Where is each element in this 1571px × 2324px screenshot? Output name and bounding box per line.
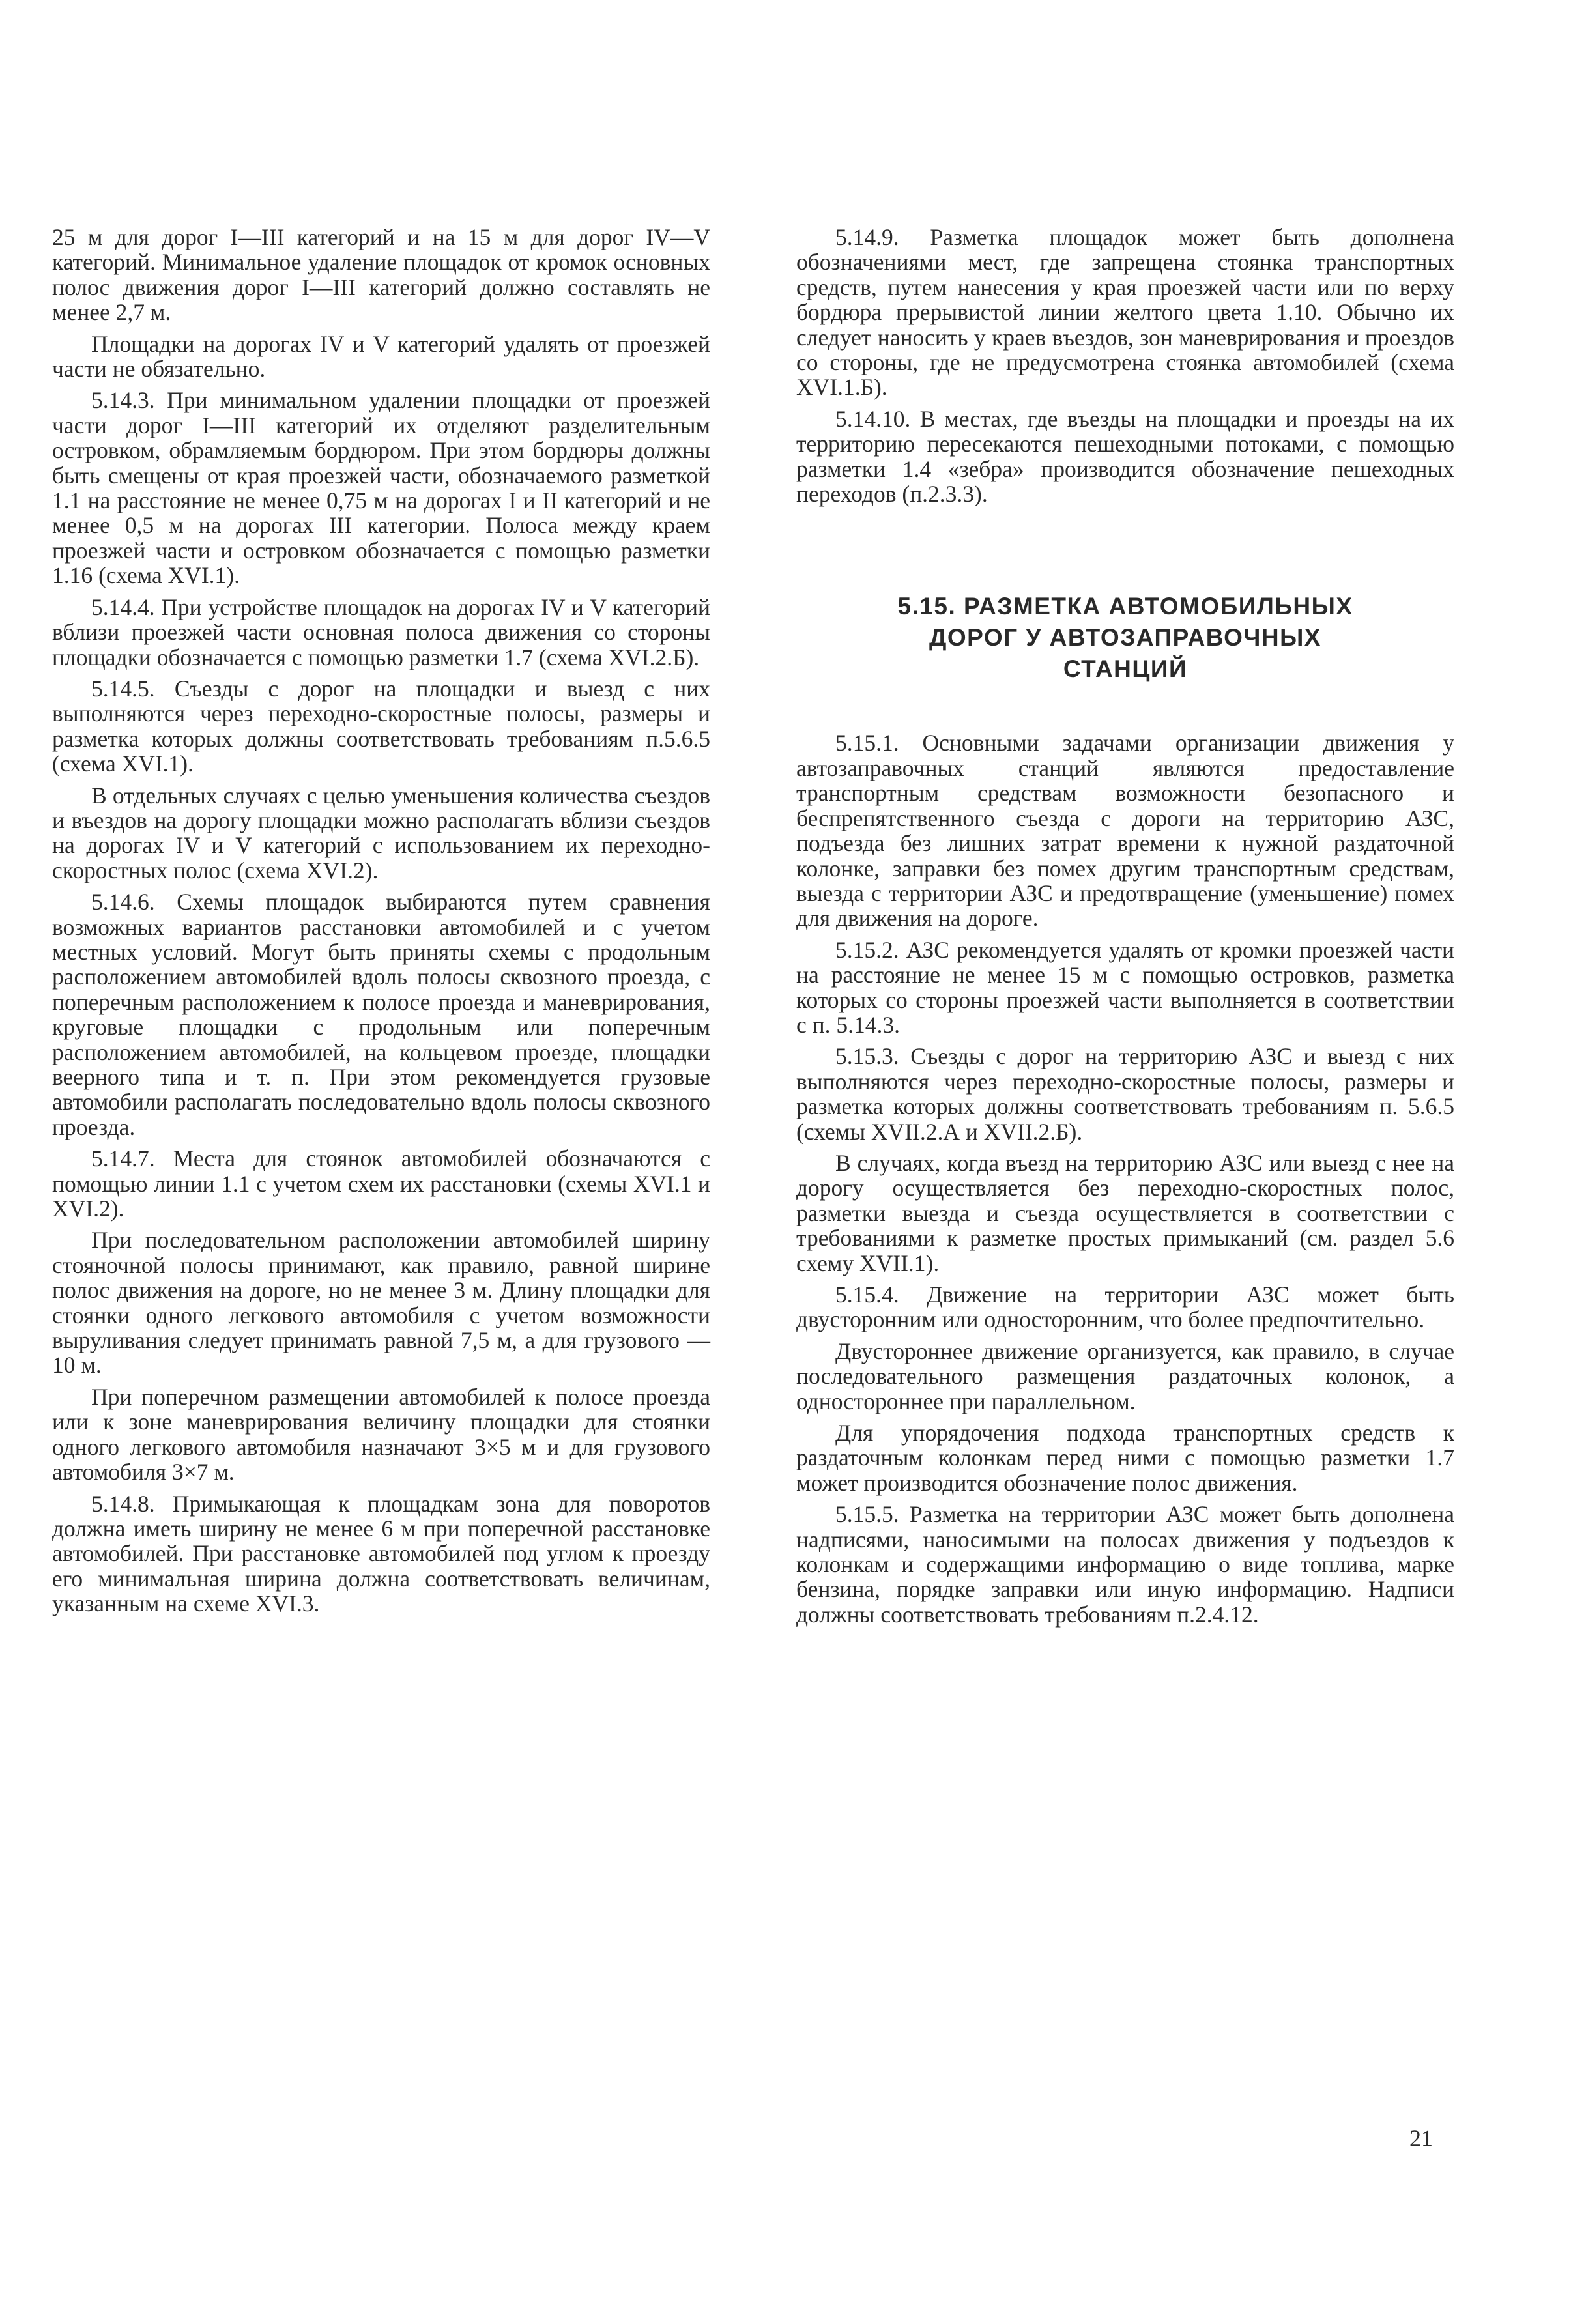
paragraph: 5.14.10. В местах, где въезды на площадки и проезды на их территорию пересекаются пешеходными потоками, с помощью разметки 1.4 «зебра» производится обозначение пешеходных переходов (п.2.3.3). [796,405,1454,508]
paragraph: 5.15.2. АЗС рекомендуется удалять от кромки проезжей части на расстояние не менее 15 м с помощью островков, разметка которых со стороны проезжей части выполняется в соответствии с п. 5.14.3. [796,936,1454,1038]
paragraph: 5.15.4. Движение на территории АЗС может быть двусторонним или односторонним, что более предпочтительно. [796,1282,1454,1333]
section-heading-line: 5.15. РАЗМЕТКА АВТОМОБИЛЬНЫХ [897,593,1353,620]
left-column [52,225,710,1623]
paragraph: 5.14.7. Места для стоянок автомобилей обозначаются с помощью линии 1.1 с учетом схем их расстановки (схемы XVI.1 и XVI.2). [52,1145,710,1222]
paragraph: 5.14.6. Схемы площадок выбираются путем сравнения возможных вариантов расстановки автомобилей и с учетом местных условий. Могут быть приняты схемы с продольным расположением автомобилей вдоль полосы сквозного проезда, с поперечным расположением к полосе проезда и маневрирования, круговые площадки с продольным или поперечным расположением автомобилей, на кольцевом проезде, площадки веерного типа и т. п. При этом рекомендуется грузовые автомобили располагать последовательно вдоль полосы сквозного проезда. [52,889,710,1140]
section-heading-line: СТАНЦИЙ [1063,655,1188,683]
paragraph: 5.14.8. Примыкающая к площадкам зона для поворотов должна иметь ширину не менее 6 м при поперечной расстановке автомобилей. При расстановке автомобилей под углом к проезду его минимальная ширина должна соответствовать величинам, указанным на схеме XVI.3. [52,1490,710,1617]
section-heading-line: ДОРОГ У АВТОЗАПРАВОЧНЫХ [929,624,1321,652]
right-column [796,225,1454,1633]
paragraph: При поперечном размещении автомобилей к полосе проезда или к зоне маневрирования величину площадки для стоянки одного легкового автомобиля назначают 3×5 м и для грузового автомобиля 3×7 м. [52,1383,710,1485]
paragraph: 5.14.4. При устройстве площадок на дорогах IV и V категорий вблизи проезжей части основная полоса движения со стороны площадки обозначается с помощью разметки 1.7 (схема XVI.2.Б). [52,594,710,670]
paragraph: Для упорядочения подхода транспортных средств к раздаточным колонкам перед ними с помощью разметки 1.7 может производится обозначение полос движения. [796,1420,1454,1496]
paragraph: При последовательном расположении автомобилей ширину стояночной полосы принимают, как правило, равной ширине полос движения на дороге, но не менее 3 м. Длину площадки для стоянки одного легкового автомобиля с учетом возможности выруливания следует принимать равной 7,5 м, а для грузового — 10 м. [52,1227,710,1379]
paragraph: 25 м для дорог I—III категорий и на 15 м для дорог IV—V категорий. Минимальное удаление площадок от кромок основных полос движения дорог I—III категорий должно составлять не менее 2,7 м. [52,224,710,326]
paragraph: 5.14.3. При минимальном удалении площадки от проезжей части дорог I—III категорий их отделяют разделительным островком, обрамляемым бордюром. При этом бордюры должны быть смещены от края проезжей части, обозначаемого разметкой 1.1 на расстояние не менее 0,75 м на дорогах I и II категорий и не менее 0,5 м на дорогах III категории. Полоса между краем проезжей части и островком обозначается с помощью разметки 1.16 (схема XVI.1). [52,387,710,589]
paragraph: 5.14.5. Съезды с дорог на площадки и выезд с них выполняются через переходно-скоростные полосы, размеры и разметка которых должны соответствовать требованиям п.5.6.5 (схема XVI.1). [52,675,710,777]
page-number: 21 [1409,2125,1433,2151]
paragraph: 5.14.9. Разметка площадок может быть дополнена обозначениями мест, где запрещена стоянка транспортных средств, путем нанесения у края проезжей части или по верху бордюра прерывистой линии желтого цвета 1.10. Обычно их следует наносить у краев въездов, зон маневрирования и проездов со стороны, где не предусмотрена стоянка автомобилей (схема XVI.1.Б). [796,224,1454,401]
paragraph: В отдельных случаях с целью уменьшения количества съездов и въездов на дорогу площадки можно располагать вблизи съездов на дорогах IV и V категорий с использованием их переходно-скоростных полос (схема XVI.2). [52,782,710,883]
paragraph: 5.15.3. Съезды с дорог на территорию АЗС и выезд с них выполняются через переходно-скоростные полосы, размеры и разметка которых должны соответствовать требованиям п. 5.6.5 (схемы XVII.2.А и XVII.2.Б). [796,1043,1454,1145]
paragraph: Площадки на дорогах IV и V категорий удалять от проезжей части не обязательно. [52,330,710,382]
paragraph: В случаях, когда въезд на территорию АЗС или выезд с нее на дорогу осуществляется без переходно-скоростных полос, разметки выезда и съезда осуществляется в соответствии с требованиями к разметке простых примыканий (см. раздел 5.6 схему XVII.1). [796,1149,1454,1276]
section-heading [796,591,1454,685]
paragraph: Двустороннее движение организуется, как правило, в случае последовательного размещения раздаточных колонок, а одностороннее при параллельном. [796,1338,1454,1414]
paragraph: 5.15.1. Основными задачами организации движения у автозаправочных станций являются предоставление транспортным средствам возможности безопасного и беспрепятственного съезда с дороги на территорию АЗС, подъезда без лишних затрат времени к нужной раздаточной колонке, заправки без помех другим транспортным средствам, выезда с территории АЗС и предотвращение (уменьшение) помех для движения на дороге. [796,730,1454,932]
paragraph: 5.15.5. Разметка на территории АЗС может быть дополнена надписями, наносимыми на полосах движения у подъездов к колонкам и содержащими информацию о виде топлива, марке бензина, порядке заправки или иную информацию. Надписи должны соответствовать требованиям п.2.4.12. [796,1501,1454,1628]
